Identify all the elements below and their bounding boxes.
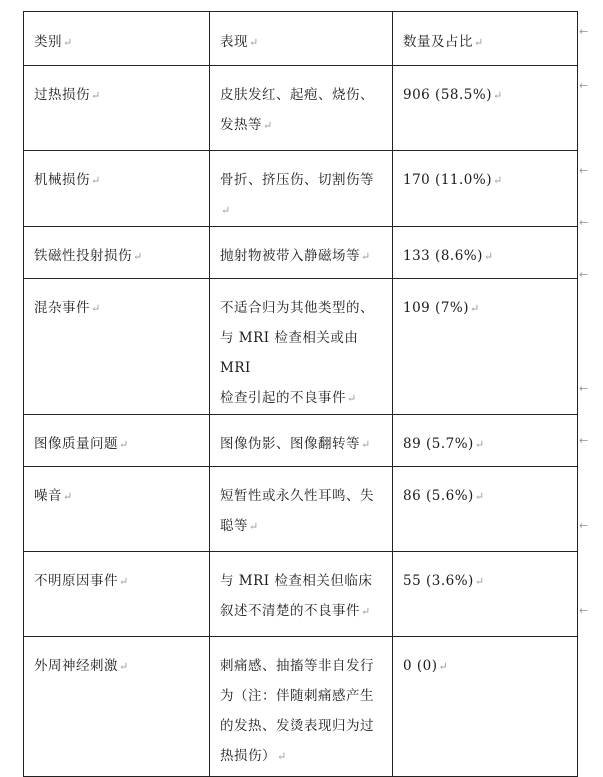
paragraph-mark: ↵ xyxy=(474,36,484,49)
paragraph-mark: ↵ xyxy=(361,250,371,263)
cell-count-ratio: 55 (3.6%)↵ xyxy=(393,552,578,637)
paragraph-mark: ↵ xyxy=(119,660,129,673)
cell-category: 过热损伤↵ xyxy=(24,66,210,151)
cell-category: 外周神经刺激↵ xyxy=(24,637,210,777)
paragraph-mark: ↵ xyxy=(492,89,503,102)
manifestation-line: 聪等↵ xyxy=(220,518,259,534)
manifestation-line: 检查引起的不良事件↵ xyxy=(220,390,357,406)
paragraph-mark: ↵ xyxy=(347,392,357,405)
header-manifestation: 表现↵ xyxy=(210,12,393,66)
paragraph-mark: ↵ xyxy=(91,174,101,187)
cell-category: 图像质量问题↵ xyxy=(24,415,210,467)
paragraph-mark: ↵ xyxy=(263,119,273,132)
cell-count-ratio: 133 (8.6%)↵ xyxy=(393,227,578,279)
cell-count-ratio: 89 (5.7%)↵ xyxy=(393,415,578,467)
manifestation-line: 皮肤发红、起疱、烧伤、 xyxy=(220,87,374,103)
paragraph-mark: ↵ xyxy=(474,575,485,588)
paragraph-mark: ↵ xyxy=(133,250,143,263)
adverse-event-table xyxy=(23,11,578,777)
table-row xyxy=(24,279,578,415)
row-end-mark: ← xyxy=(579,434,589,447)
table-row xyxy=(24,552,578,637)
cell-category: 噪音↵ xyxy=(24,467,210,552)
row-end-mark: ← xyxy=(579,382,589,395)
cell-category: 机械损伤↵ xyxy=(24,151,210,227)
table-header-row xyxy=(24,12,578,66)
row-end-mark: ← xyxy=(579,604,589,617)
cell-manifestation xyxy=(210,637,393,777)
manifestation-line: 为（注：伴随刺痛感产生 xyxy=(220,688,374,704)
manifestation-line: 发热等↵ xyxy=(220,117,273,133)
table-row xyxy=(24,151,578,227)
paragraph-mark: ↵ xyxy=(492,174,503,187)
paragraph-mark: ↵ xyxy=(249,520,259,533)
manifestation-line: 骨折、挤压伤、切割伤等↵ xyxy=(220,172,374,217)
cell-manifestation xyxy=(210,66,393,151)
manifestation-line: 不适合归为其他类型的、 xyxy=(220,300,374,316)
cell-count-ratio: 86 (5.6%)↵ xyxy=(393,467,578,552)
paragraph-mark: ↵ xyxy=(91,302,101,315)
manifestation-line: 与 MRI 检查相关或由 MRI xyxy=(220,330,359,376)
paragraph-mark: ↵ xyxy=(63,36,73,49)
cell-manifestation xyxy=(210,552,393,637)
cell-category: 不明原因事件↵ xyxy=(24,552,210,637)
cell-manifestation xyxy=(210,279,393,415)
table-row xyxy=(24,467,578,552)
paragraph-mark: ↵ xyxy=(438,660,449,673)
manifestation-line: 叙述不清楚的不良事件↵ xyxy=(220,603,371,619)
paragraph-mark: ↵ xyxy=(119,575,129,588)
paragraph-mark: ↵ xyxy=(474,438,485,451)
header-count-ratio: 数量及占比↵ xyxy=(393,12,578,66)
table-row xyxy=(24,227,578,279)
cell-count-ratio: 170 (11.0%)↵ xyxy=(393,151,578,227)
row-end-mark: ← xyxy=(579,164,589,177)
manifestation-line: 热损伤）↵ xyxy=(220,748,287,764)
cell-manifestation xyxy=(210,415,393,467)
cell-count-ratio: 906 (58.5%)↵ xyxy=(393,66,578,151)
paragraph-mark: ↵ xyxy=(474,490,485,503)
cell-category: 混杂事件↵ xyxy=(24,279,210,415)
manifestation-line: 抛射物被带入静磁场等↵ xyxy=(220,248,371,264)
cell-manifestation xyxy=(210,151,393,227)
paragraph-mark: ↵ xyxy=(63,490,73,503)
manifestation-line: 短暂性或永久性耳鸣、失 xyxy=(220,488,374,504)
row-end-mark: ← xyxy=(579,216,589,229)
manifestation-line: 与 MRI 检查相关但临床 xyxy=(220,573,373,589)
table-row xyxy=(24,415,578,467)
paragraph-mark: ↵ xyxy=(91,89,101,102)
paragraph-mark: ↵ xyxy=(483,250,494,263)
row-end-mark: ← xyxy=(579,268,589,281)
cell-count-ratio: 109 (7%)↵ xyxy=(393,279,578,415)
paragraph-mark: ↵ xyxy=(249,36,259,49)
paragraph-mark: ↵ xyxy=(221,204,231,217)
paragraph-mark: ↵ xyxy=(470,302,480,315)
table-row xyxy=(24,66,578,151)
row-end-mark: ← xyxy=(579,25,589,38)
manifestation-line: 的发热、发烫表现归为过 xyxy=(220,718,374,734)
cell-category: 铁磁性投射损伤↵ xyxy=(24,227,210,279)
manifestation-line: 图像伪影、图像翻转等↵ xyxy=(220,436,371,452)
paragraph-mark: ↵ xyxy=(361,605,371,618)
paragraph-mark: ↵ xyxy=(277,750,287,763)
cell-count-ratio: 0 (0)↵ xyxy=(393,637,578,777)
paragraph-mark: ↵ xyxy=(119,438,129,451)
row-end-mark: ← xyxy=(579,519,589,532)
cell-manifestation xyxy=(210,467,393,552)
header-category: 类别↵ xyxy=(24,12,210,66)
paragraph-mark: ↵ xyxy=(361,438,371,451)
table-row xyxy=(24,637,578,777)
manifestation-line: 刺痛感、抽搐等非自发行 xyxy=(220,658,374,674)
cell-manifestation xyxy=(210,227,393,279)
row-end-mark: ← xyxy=(579,79,589,92)
